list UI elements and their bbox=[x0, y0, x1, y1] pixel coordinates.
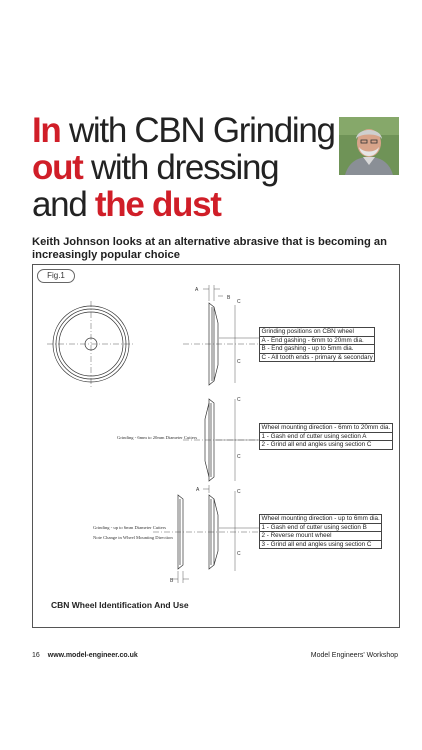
table3-row: 3 - Grind all end angles using section C bbox=[259, 541, 382, 550]
page-number: 16 bbox=[32, 652, 40, 659]
table2-row: Wheel mounting direction - 6mm to 20mm dia. bbox=[259, 423, 393, 433]
headline-text-2: with dressing bbox=[82, 148, 279, 187]
note-grinding-up-to-6: Grinding - up to 6mm Diameter Cutters bbox=[93, 525, 166, 530]
label-c-5: C bbox=[237, 489, 241, 495]
figure-box bbox=[32, 264, 400, 628]
figure-caption: CBN Wheel Identification And Use bbox=[51, 600, 189, 610]
headline-line-3 bbox=[32, 186, 332, 223]
footer-left bbox=[32, 652, 138, 659]
table3-row: Wheel mounting direction - up to 6mm dia. bbox=[259, 514, 382, 524]
wheel-side-view-3 bbox=[153, 485, 258, 583]
table2-row: 1 - Gash end of cutter using section A bbox=[259, 433, 393, 442]
table-grinding-positions bbox=[259, 327, 375, 362]
label-c-4: C bbox=[237, 454, 241, 460]
note-grinding-6-20: Grinding - 6mm to 20mm Diameter Cutters bbox=[117, 435, 198, 440]
wheel-front-view bbox=[47, 301, 135, 387]
headline-red-in: In bbox=[32, 111, 61, 150]
wheel-side-view-1 bbox=[183, 285, 258, 385]
headline-text-1: with CBN Grinding bbox=[60, 111, 335, 150]
label-b-bottom: B bbox=[170, 578, 174, 584]
headline-red-out: out bbox=[32, 148, 83, 187]
label-c-2: C bbox=[237, 359, 241, 365]
label-c-1: C bbox=[237, 299, 241, 305]
label-c-6: C bbox=[237, 551, 241, 557]
headline bbox=[32, 111, 335, 224]
headline-red-dust: the dust bbox=[94, 185, 221, 224]
headline-text-3: and bbox=[32, 185, 95, 224]
note-mounting-direction: Note Change in Wheel Mounting Direction bbox=[93, 535, 173, 540]
table-mounting-6-20 bbox=[259, 423, 393, 450]
table1-row: A - End gashing - 6mm to 20mm dia. bbox=[259, 337, 375, 346]
footer-url-link[interactable]: www.model-engineer.co.uk bbox=[47, 652, 138, 659]
table-mounting-up-to-6 bbox=[259, 514, 382, 549]
author-photo bbox=[339, 117, 399, 175]
footer-magazine: Model Engineers' Workshop bbox=[310, 652, 398, 659]
table1-row: C - All tooth ends - primary & secondary bbox=[259, 354, 375, 363]
headline-line-2 bbox=[32, 149, 332, 186]
label-a-bottom: A bbox=[196, 487, 200, 493]
table1-row: Grinding positions on CBN wheel bbox=[259, 327, 375, 337]
label-c-3: C bbox=[237, 397, 241, 403]
table3-row: 1 - Gash end of cutter using section B bbox=[259, 524, 382, 533]
table2-row: 2 - Grind all end angles using section C bbox=[259, 441, 393, 450]
headline-line-1 bbox=[32, 111, 335, 150]
table1-row: B - End gashing - up to 5mm dia. bbox=[259, 345, 375, 354]
standfirst: Keith Johnson looks at an alternative abrasive that is becoming an increasingly popular choice bbox=[32, 236, 387, 261]
figure-tag: Fig.1 bbox=[37, 269, 75, 283]
label-a-top: A bbox=[195, 287, 199, 293]
label-b-top: B bbox=[227, 295, 231, 301]
table3-row: 2 - Reverse mount wheel bbox=[259, 532, 382, 541]
author-photo-image bbox=[339, 117, 399, 175]
